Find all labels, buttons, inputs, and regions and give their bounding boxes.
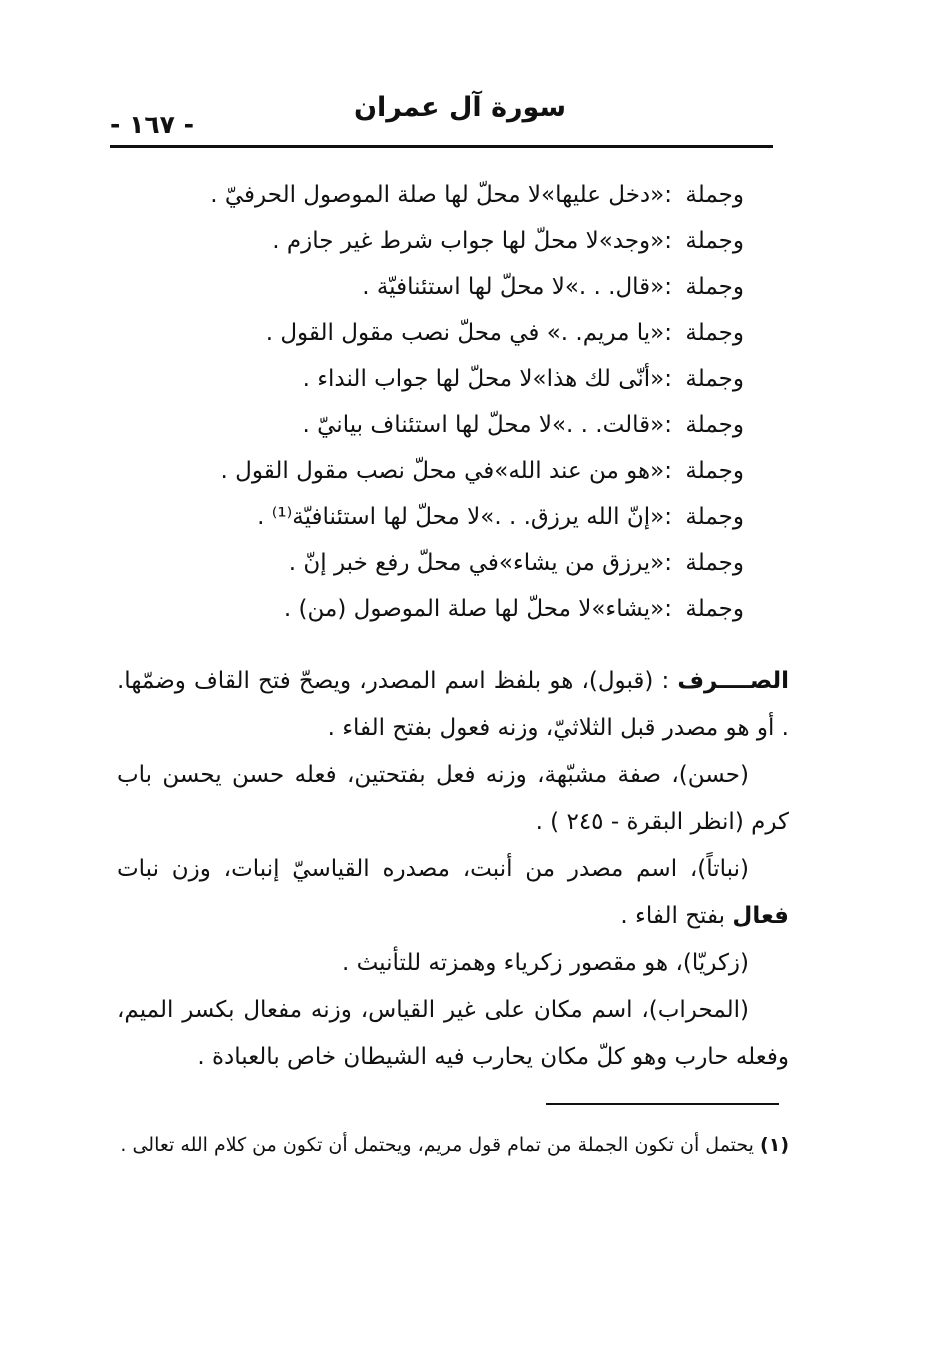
morphology-paragraph <box>117 846 789 940</box>
footnote-text: يحتمل أن تكون الجملة من تمام قول مريم، ويحتمل أن تكون من كلام الله تعالى . <box>120 1134 754 1156</box>
irab-text: :«يرزق من يشاء»في محلّ رفع خبر إنّ . <box>288 550 672 576</box>
paragraph-text: (نباتاً)، اسم مصدر من أنبت، مصدره القياسيّ إنبات، وزن نبات <box>117 856 749 882</box>
irab-label: وجملة <box>685 228 744 254</box>
paragraph-text: (حسن)، صفة مشبّهة، وزنه فعل بفتحتين، فعله حسن يحسن باب كرم (انظر البقرة - ٢٤٥ ) . <box>117 762 789 835</box>
irab-line <box>184 310 744 356</box>
irab-label: وجملة <box>685 550 744 576</box>
irab-label: وجملة <box>685 274 744 300</box>
irab-text: :«دخل عليها»لا محلّ لها صلة الموصول الحرفيّ . <box>210 182 672 208</box>
morphology-paragraph <box>117 658 789 752</box>
footnote <box>117 1125 789 1165</box>
irab-line <box>184 218 744 264</box>
irab-text: :«يا مريم. .» في محلّ نصب مقول القول . <box>265 320 672 346</box>
irab-label: وجملة <box>685 366 744 392</box>
irab-line <box>184 402 744 448</box>
section-heading: الصــــرف <box>677 668 789 694</box>
pattern-word: فعال <box>732 903 789 929</box>
irab-label: وجملة <box>685 412 744 438</box>
page-title: سورة آل عمران <box>353 92 567 123</box>
irab-line <box>184 494 744 540</box>
irab-label: وجملة <box>685 504 744 530</box>
irab-text: :«هو من عند الله»في محلّ نصب مقول القول . <box>220 458 672 484</box>
irab-text: :«أنّى لك هذا»لا محلّ لها جواب النداء . <box>302 366 672 392</box>
paragraph-text: بفتح الفاء . <box>620 903 726 929</box>
irab-line <box>184 172 744 218</box>
irab-label: وجملة <box>685 458 744 484</box>
irab-label: وجملة <box>685 596 744 622</box>
irab-text: :«قالت. . .»لا محلّ لها استئناف بيانيّ . <box>302 412 672 438</box>
irab-line <box>184 264 744 310</box>
morphology-section <box>117 658 789 1081</box>
morphology-paragraph <box>117 752 789 846</box>
irab-text: :«يشاء»لا محلّ لها صلة الموصول (من) . <box>283 596 672 622</box>
footnote-divider <box>546 1103 779 1105</box>
irab-label: وجملة <box>685 320 744 346</box>
irab-line <box>184 356 744 402</box>
morphology-paragraph <box>117 987 789 1081</box>
paragraph-text: : (قبول)، هو بلفظ اسم المصدر، ويصحّ فتح القاف وضمّها. . أو هو مصدر قبل الثلاثيّ، وزنه فعول بفتح الفاء . <box>117 668 789 741</box>
header-divider <box>110 145 773 148</box>
irab-line <box>184 540 744 586</box>
paragraph-text: (زكريّا)، هو مقصور زكرياء وهمزته للتأنيث . <box>341 950 749 976</box>
irab-text: :«وجد»لا محلّ لها جواب شرط غير جازم . <box>272 228 672 254</box>
irab-text: :«إنّ الله يرزق. . .»لا محلّ لها استئنافيّة⁽¹⁾ . <box>257 504 672 530</box>
paragraph-text: (المحراب)، اسم مكان على غير القياس، وزنه مفعال بكسر الميم، وفعله حارب وهو كلّ مكان يحارب فيه الشيطان خاص بالعبادة . <box>117 997 789 1070</box>
irab-label: وجملة <box>685 182 744 208</box>
footnote-marker: (١) <box>760 1134 789 1156</box>
irab-line <box>184 448 744 494</box>
morphology-paragraph <box>117 940 789 987</box>
irab-list <box>184 172 744 632</box>
irab-text: :«قال. . .»لا محلّ لها استئنافيّة . <box>362 274 672 300</box>
irab-line <box>184 586 744 632</box>
page-number: - ١٦٧ - <box>110 110 194 139</box>
